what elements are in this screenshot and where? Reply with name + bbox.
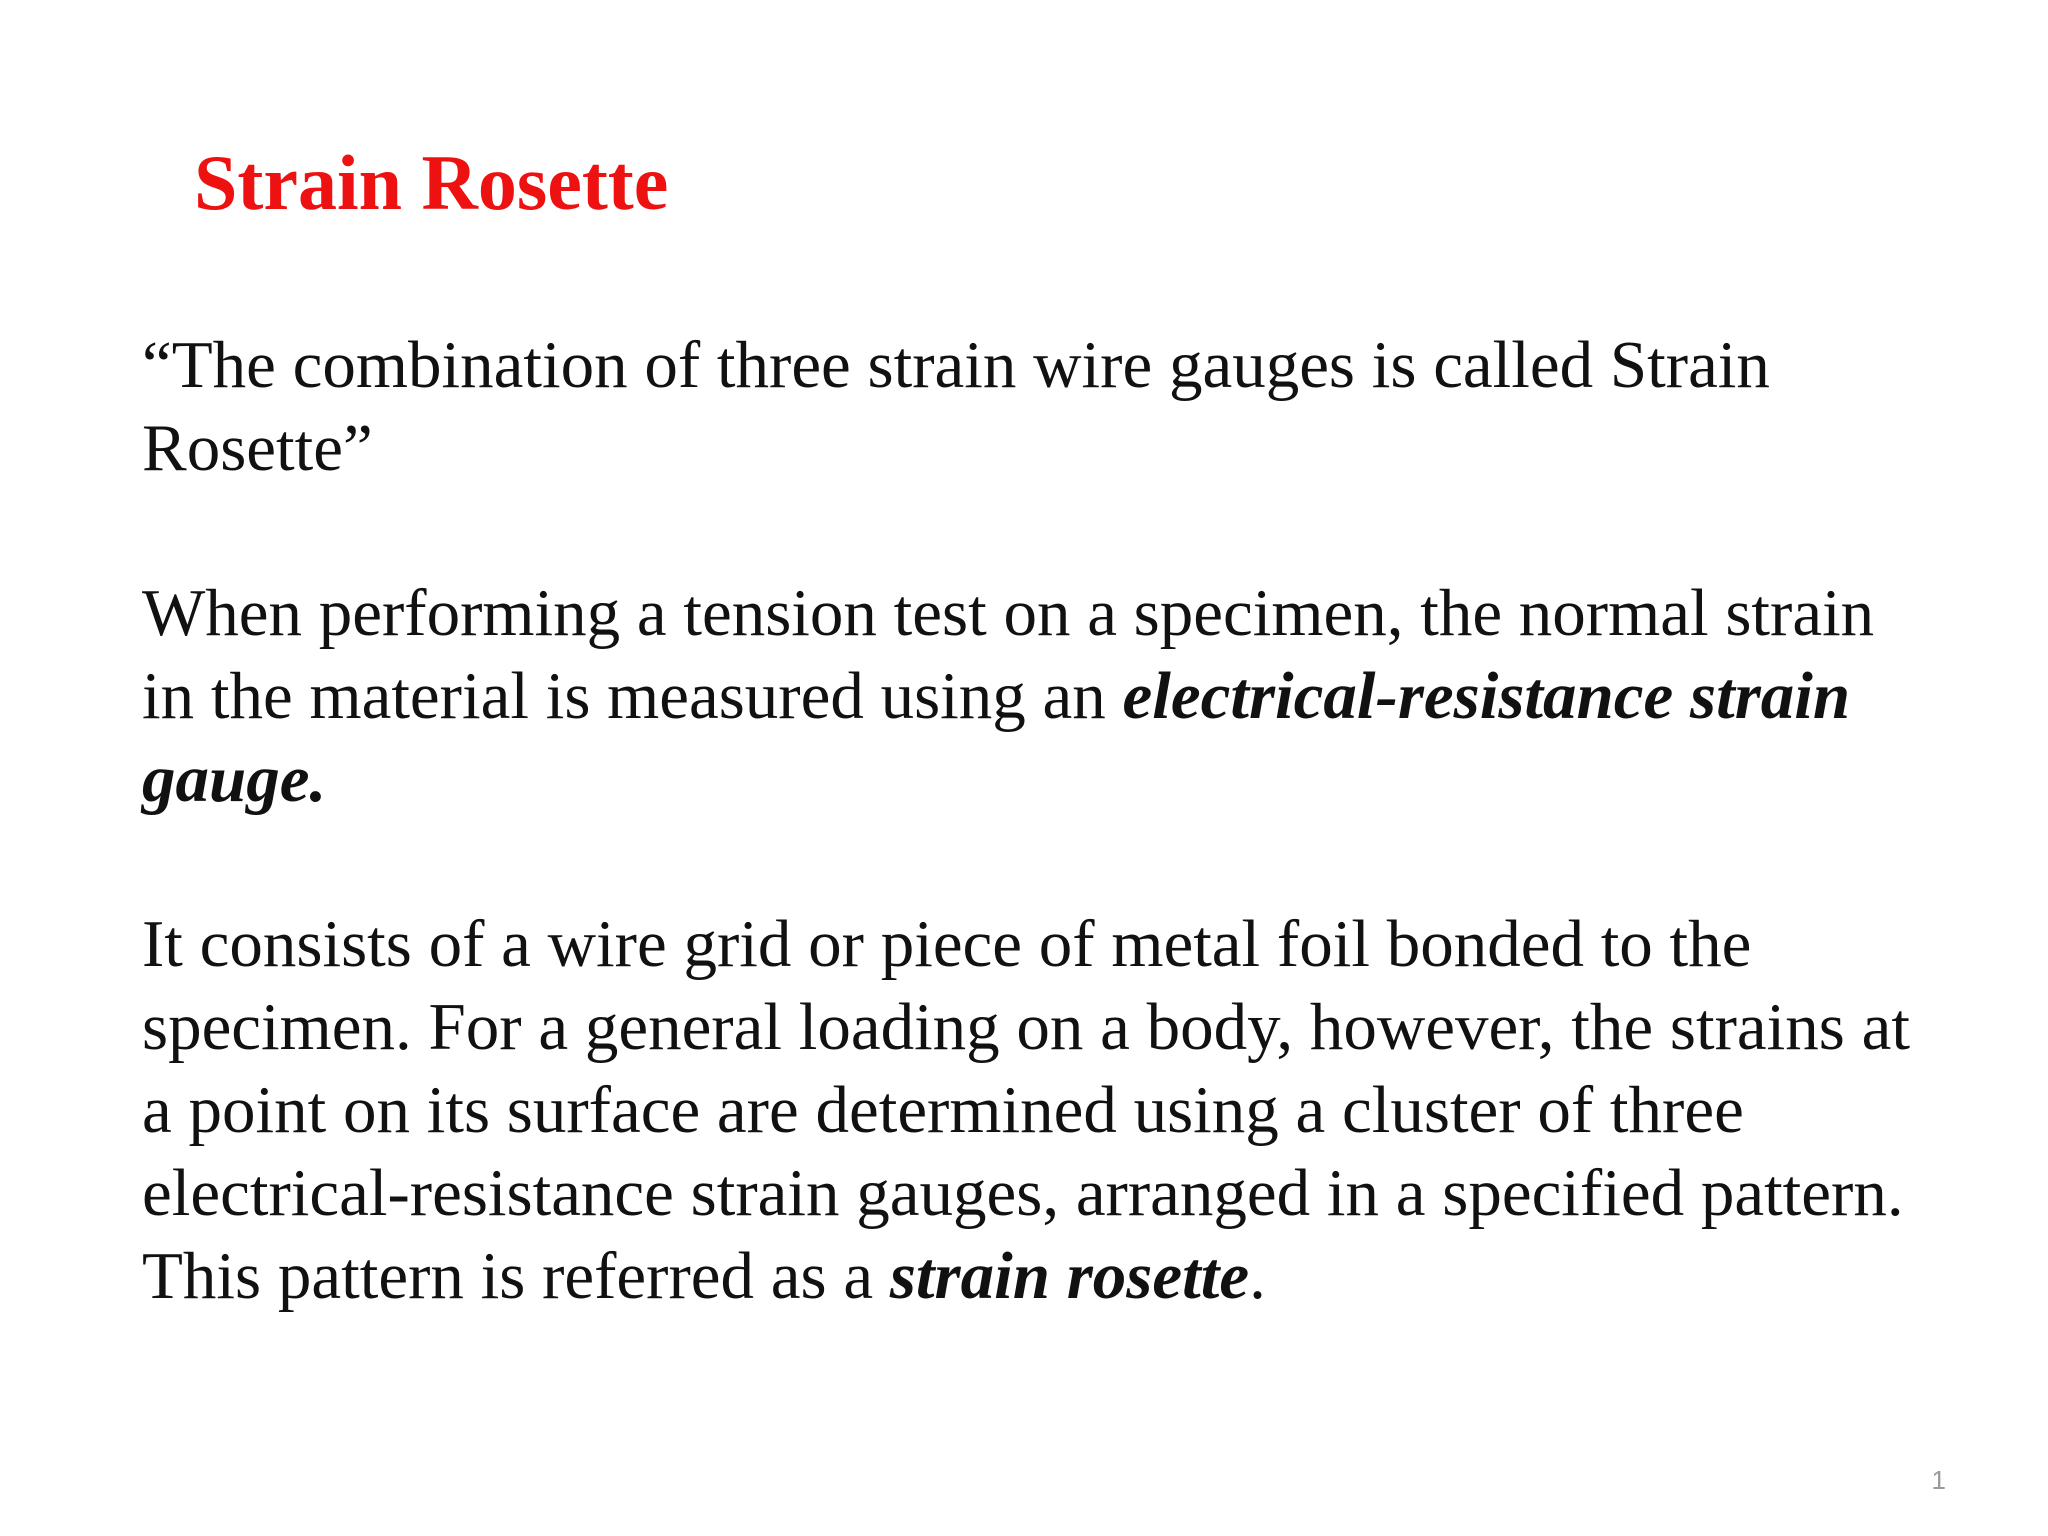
slide-title: Strain Rosette	[194, 139, 669, 226]
definition-line-1: “The combination of three strain wire gauges is called Strain	[142, 328, 1770, 402]
page-number: 1	[1931, 1465, 1946, 1495]
rosette-emphasis: strain rosette	[889, 1239, 1250, 1313]
definition-quote	[142, 324, 1942, 490]
rosette-period: .	[1249, 1239, 1266, 1313]
rosette-paragraph	[142, 903, 1942, 1318]
definition-line-2: Rosette”	[142, 411, 373, 485]
strain-gauge-paragraph	[142, 572, 1942, 821]
rosette-text: It consists of a wire grid or piece of metal foil bonded to the specimen. For a general loading on a body, however, the strains at a point on its surface are determined using a cluster of three electrical-resistance strain gauges, arranged in a specified pattern. This pattern is referred as a	[142, 907, 1910, 1313]
strain-gauge-text: When performing a tension test on a specimen, the normal strain in the material is measured using an	[142, 576, 1875, 733]
strain-gauge-emphasis: electrical-resistance strain gauge.	[142, 659, 1851, 816]
